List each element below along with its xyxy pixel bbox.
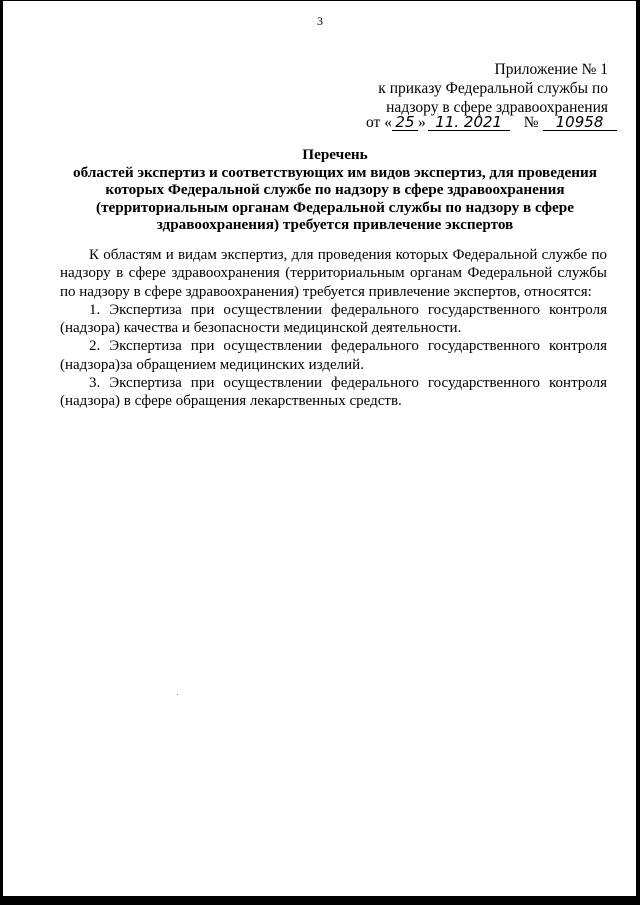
intro-paragraph: К областям и видам экспертиз, для проведения которых Федеральной службе по надзору в сфере здравоохранения (территориальным органам Федеральной службы по надзору в сфере здравоохранения) требуется привлечение экспертов, относятся: bbox=[60, 247, 607, 300]
appendix-header bbox=[378, 60, 608, 117]
handwritten-order-number: 10958 bbox=[543, 114, 617, 131]
title-heading: Перечень bbox=[302, 146, 368, 163]
list-item: 1. Экспертиза при осуществлении федерального государственного контроля (надзора) качества и безопасности медицинской деятельности. bbox=[60, 301, 607, 337]
appendix-order-ref-cont: надзору в сфере здравоохранения bbox=[386, 99, 608, 116]
order-date-number bbox=[366, 113, 610, 132]
document-body bbox=[60, 246, 607, 411]
handwritten-day: 25 bbox=[392, 114, 418, 131]
document-title bbox=[60, 146, 610, 234]
list-item: 2. Экспертиза при осуществлении федерального государственного контроля (надзора)за обращением медицинских изделий. bbox=[60, 338, 607, 373]
scan-border-right bbox=[636, 0, 640, 905]
scan-border-bottom bbox=[0, 896, 640, 905]
title-line-2: которых Федеральной службе по надзору в сфере здравоохранения bbox=[105, 181, 565, 199]
handwritten-month-year: 11. 2021 bbox=[428, 114, 510, 131]
scan-speck bbox=[177, 694, 178, 695]
scan-border-left bbox=[0, 0, 3, 905]
title-line-4: здравоохранения) требуется привлечение экспертов bbox=[156, 216, 514, 234]
appendix-order-ref: к приказу Федеральной службы по bbox=[378, 80, 608, 97]
from-prefix: от « bbox=[366, 114, 392, 131]
title-line-3: (территориальным органам Федеральной службы по надзору в сфере bbox=[96, 198, 574, 216]
page-number: 3 bbox=[317, 14, 323, 28]
appendix-title: Приложение № 1 bbox=[494, 61, 608, 78]
number-sign: № bbox=[523, 114, 539, 131]
day-quote-close: » bbox=[417, 114, 426, 131]
scan-border-top bbox=[0, 0, 640, 1]
title-line-1: областей экспертиз и соответствующих им видов экспертиз, для проведения bbox=[73, 163, 597, 181]
list-item: 3. Экспертиза при осуществлении федерального государственного контроля (надзора) в сфере обращения лекарственных средств. bbox=[60, 375, 607, 410]
